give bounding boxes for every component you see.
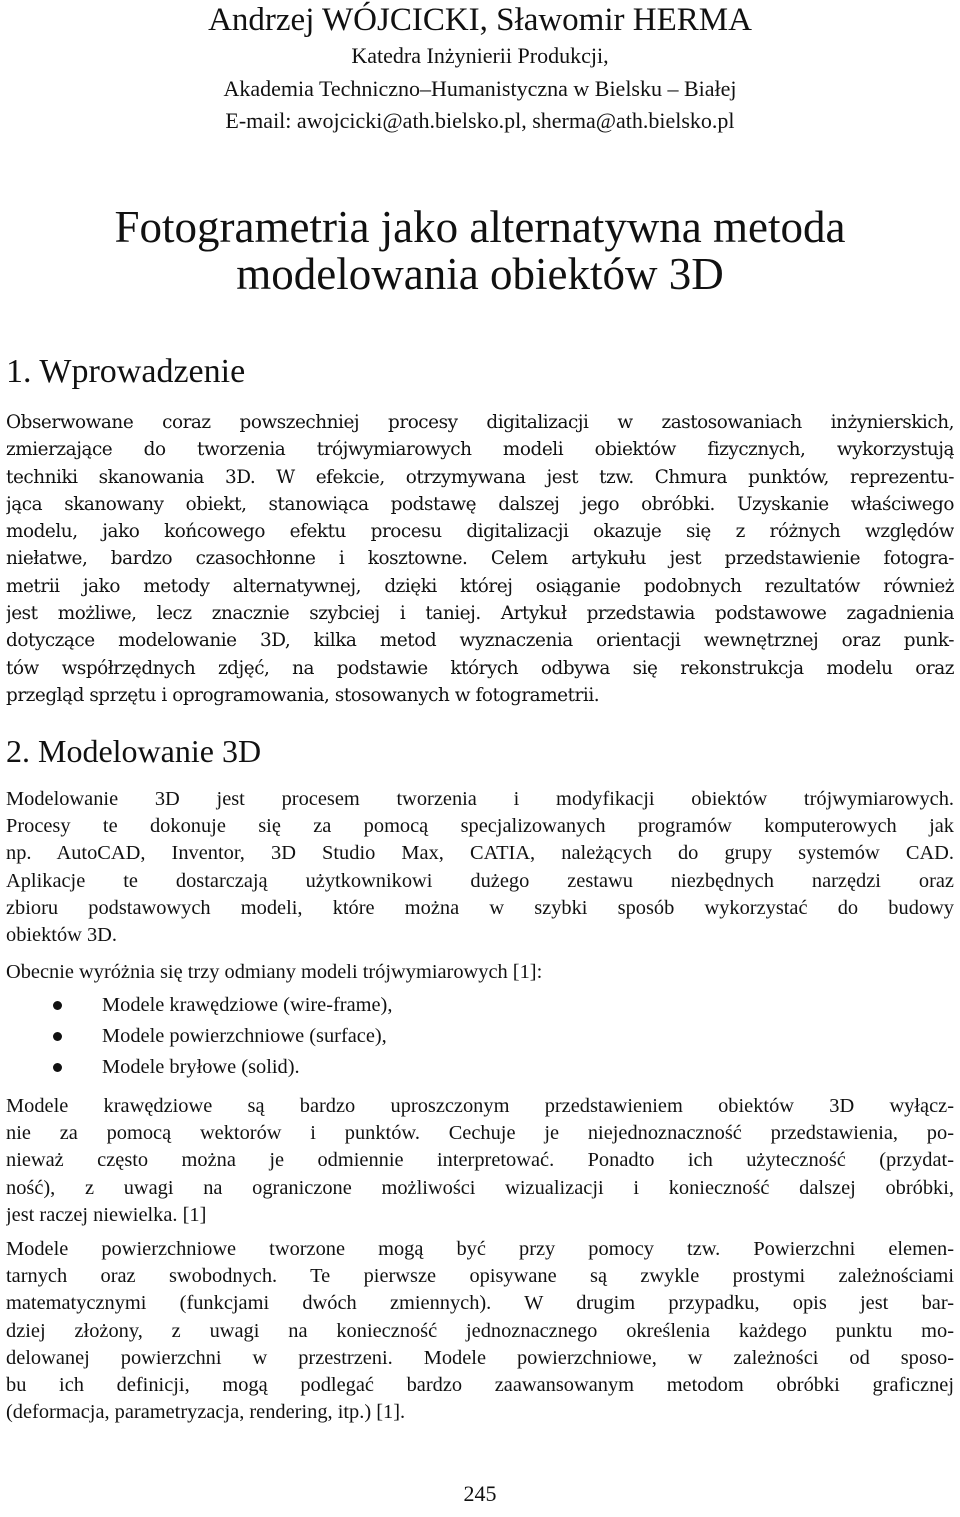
list-item-text: Modele krawędziowe (wire-frame), (102, 994, 393, 1016)
text-line: dziej złożony, z uwagi na konieczność jednoznacznego określenia każdego punktu mo- (6, 1319, 954, 1342)
text-line: Modelowanie 3D jest procesem tworzenia i modyfikacji obiektów trójwymiarowych. (6, 788, 954, 810)
text-line: techniki skanowania 3D. W efekcie, otrzymywana jest tzw. Chmura punktów, reprezentu- (6, 466, 954, 488)
section-1-heading: 1. Wprowadzenie (6, 353, 246, 390)
email-line: E-mail: awojcicki@ath.bielsko.pl, sherma@ath.bielsko.pl (225, 108, 735, 133)
text-line: tów współrzędnych zdjęć, na podstawie których odbywa się rekonstrukcja modelu oraz (6, 657, 954, 679)
text-line: Procesy te dokonuje się za pomocą specjalizowanych programów komputerowych jak (6, 815, 954, 838)
section-2-heading: 2. Modelowanie 3D (6, 733, 262, 769)
model-types-list (0, 990, 960, 1083)
bullet-icon (53, 1032, 62, 1041)
text-line: nieważ często można je odmiennie interpretować. Ponadto ich użyteczność (przydat- (6, 1149, 954, 1172)
text-line: Obserwowane coraz powszechniej procesy digitalizacji w zastosowaniach inżynierskich, (6, 412, 954, 433)
section-2-paragraph-3 (6, 1093, 954, 1229)
authors: Andrzej WÓJCICKI, Sławomir HERMA (208, 2, 752, 38)
affiliation-department: Katedra Inżynierii Produkcji, (351, 43, 609, 68)
text-line: delowanej powierzchni w przestrzeni. Modele powierzchniowe, w zależności od sposo- (6, 1346, 954, 1369)
paper-title-line-2: modelowania obiektów 3D (236, 249, 724, 299)
section-2-paragraph-4 (6, 1236, 954, 1426)
list-item (0, 1021, 960, 1052)
section-2-paragraph-2 (6, 959, 954, 986)
text-line: obiektów 3D. (6, 924, 118, 947)
text-line: nie za pomocą wektorów i punktów. Cechuje je niejednoznaczność przedstawienia, po- (6, 1122, 954, 1145)
text-line: ność), z uwagi na ograniczone możliwości wizualizacji i konieczność dalszej obróbki, (6, 1176, 954, 1199)
text-line: zmierzające do tworzenia trójwymiarowych modeli obiektów fizycznych, wykorzystują (6, 439, 954, 461)
text-line: metrii jako metody alternatywnej, dzięki której osiąganie podobnych rezultatów również (6, 575, 954, 597)
page-number: 245 (463, 1481, 497, 1506)
text-line: jest możliwe, lecz znacznie szybciej i taniej. Artykuł przedstawia podstawowe zagadnienia (6, 603, 954, 625)
text-line: Obecnie wyróżnia się trzy odmiany modeli trójwymiarowych [1]: (6, 961, 543, 983)
text-line: jest raczej niewielka. [1] (6, 1203, 207, 1226)
text-line: przegląd sprzętu i oprogramowania, stosowanych w fotogrametrii. (6, 684, 600, 706)
text-line: Aplikacje te dostarczają użytkownikowi dużego zestawu niezbędnych narzędzi oraz (6, 869, 954, 892)
paper-title-line-1: Fotogrametria jako alternatywna metoda (114, 202, 846, 252)
text-line: Modele powierzchniowe tworzone mogą być przy pomocy tzw. Powierzchni elemen- (6, 1238, 954, 1260)
list-item (0, 990, 960, 1021)
section-2-paragraph-1 (6, 786, 954, 949)
text-line: Modele krawędziowe są bardzo uproszczonym przedstawieniem obiektów 3D wyłącz- (6, 1095, 954, 1117)
text-line: matematycznymi (funkcjami dwóch zmiennych). W drugim przypadku, opis jest bar- (6, 1292, 954, 1315)
text-line: modelu, jako końcowego efektu procesu digitalizacji okazuje się z różnych względów (6, 521, 954, 543)
text-line: tarnych oraz swobodnych. Te pierwsze opisywane są zwykle prostymi zależnościami (6, 1265, 954, 1288)
list-item-text: Modele powierzchniowe (surface), (102, 1025, 387, 1047)
list-item (0, 1052, 960, 1083)
text-line: (deformacja, parametryzacja, rendering, itp.) [1]. (6, 1401, 406, 1424)
section-1-paragraph (6, 409, 954, 709)
text-line: np. AutoCAD, Inventor, 3D Studio Max, CATIA, należących do grupy systemów CAD. (6, 842, 954, 865)
list-item-text: Modele bryłowe (solid). (102, 1056, 300, 1078)
bullet-icon (53, 1001, 62, 1010)
text-line: niełatwe, bardzo czasochłonne i kosztowne. Celem artykułu jest przedstawienie fotogra- (6, 548, 954, 570)
text-line: dotyczące modelowanie 3D, kilka metod wyznaczenia orientacji wewnętrznej oraz punk- (6, 630, 954, 652)
affiliation-university: Akademia Techniczno–Humanistyczna w Bielsku – Białej (223, 76, 737, 101)
text-line: bu ich definicji, mogą podlegać bardzo zaawansowanym metodom obróbki graficznej (6, 1374, 954, 1397)
text-line: zbioru podstawowych modeli, które można w szybki sposób wykorzystać do budowy (6, 896, 954, 919)
text-line: jąca skanowany obiekt, stanowiąca podstawę dalszej jego obróbki. Uzyskanie właściwego (6, 493, 954, 515)
bullet-icon (53, 1063, 62, 1072)
